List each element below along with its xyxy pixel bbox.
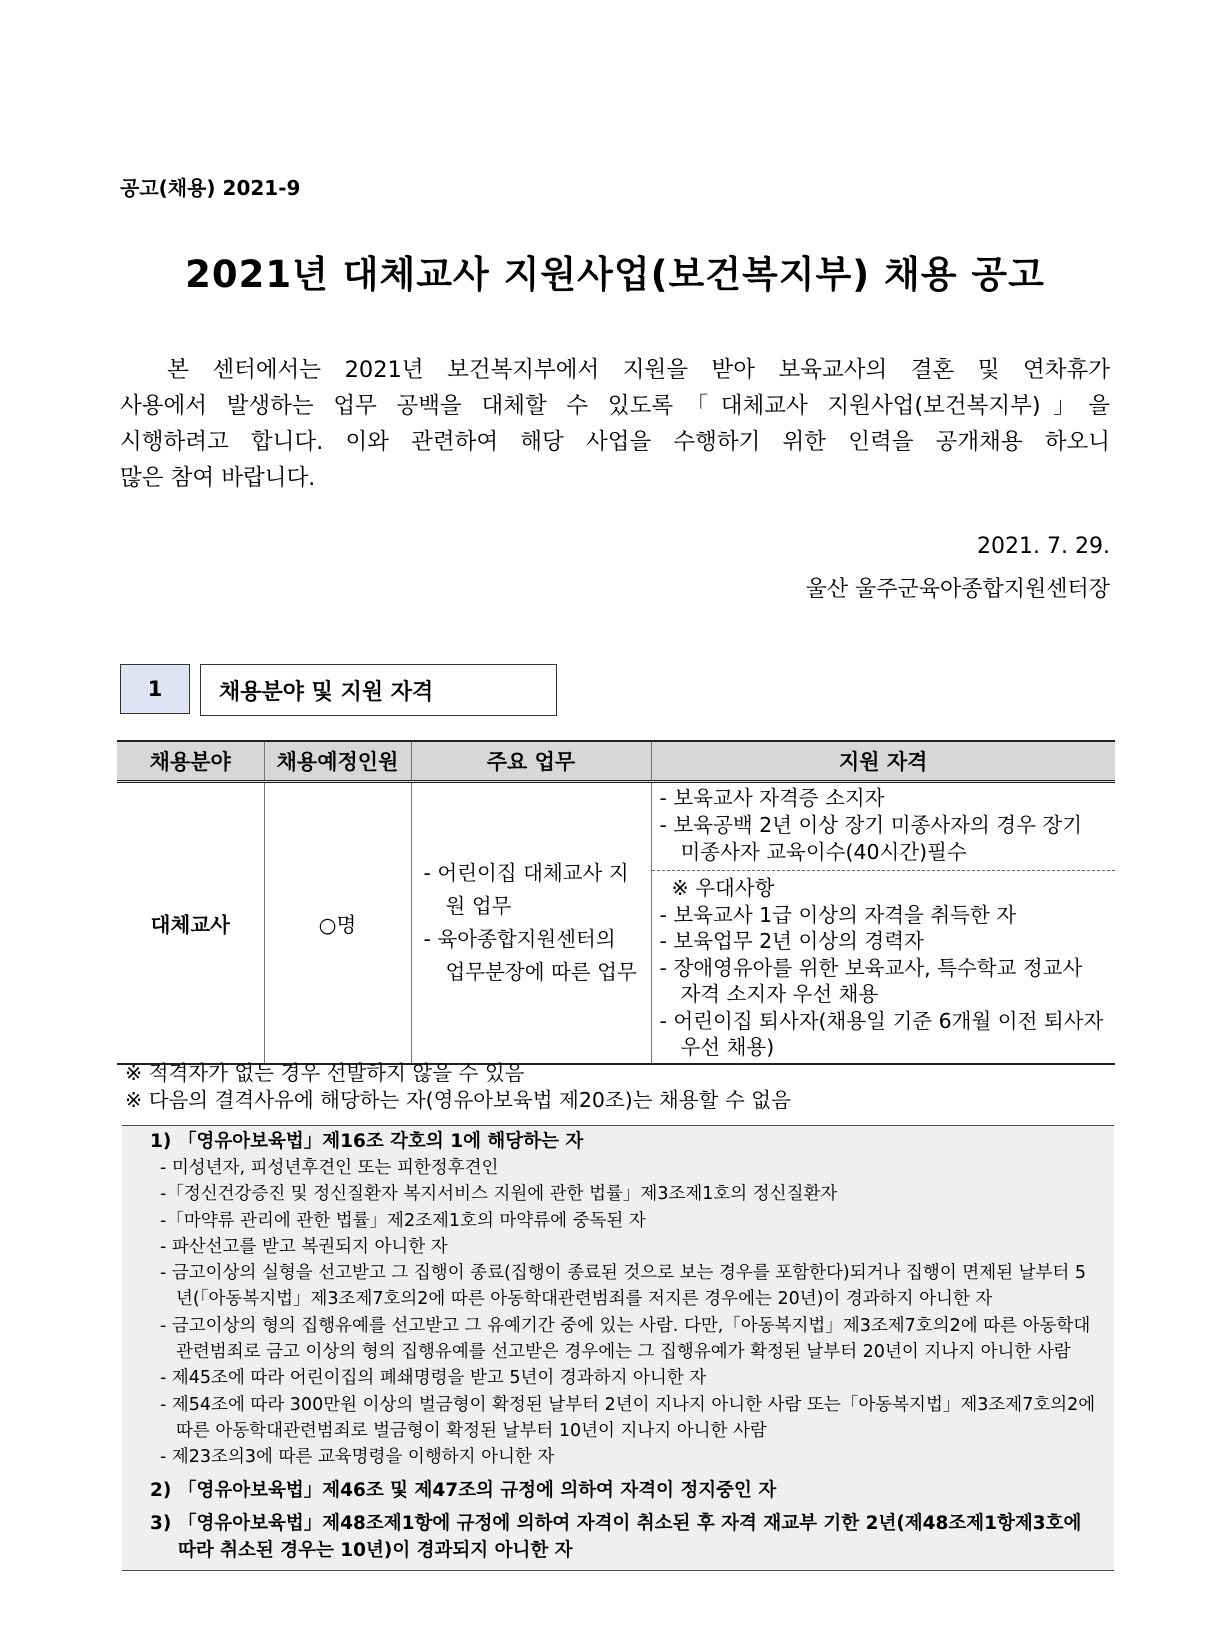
note-item: ※ 다음의 결격사유에 해당하는 자(영유아보육법 제20조)는 채용할 수 없음 — [125, 1088, 791, 1112]
qualification-item: - 보육교사 자격증 소지자 — [659, 786, 885, 810]
header-qualifications: 지원 자격 — [651, 741, 1115, 782]
cell-duties — [411, 782, 651, 1064]
intro-line: 사용에서 발생하는 업무 공백을 대체할 수 있도록「대체교사 지원사업(보건복지부)」을 — [120, 393, 1110, 419]
intro-line: 본 센터에서는 2021년 보건복지부에서 지원을 받아 보육교사의 결혼 및 연차휴가 — [120, 357, 1110, 383]
disqualification-list — [150, 1155, 1100, 1471]
duty-item: - 어린이집 대체교사 지원 업무 — [423, 860, 629, 918]
list-item: - 제23조의3에 따른 교육명령을 이행하지 아니한 자 — [160, 1447, 555, 1468]
group-title: 「영유아보육법」제46조 및 제47조의 규정에 의하여 자격이 정지중인 자 — [178, 1479, 777, 1501]
issuer-name: 울산 울주군육아종합지원센터장 — [805, 577, 1110, 602]
preference-item: - 보육업무 2년 이상의 경력자 — [659, 929, 924, 953]
qualification-requirements — [652, 783, 1116, 871]
intro-line: 많은 참여 바랍니다. — [120, 465, 316, 491]
document-title: 2021년 대체교사 지원사업(보건복지부) 채용 공고 — [185, 253, 1045, 296]
list-item: - 제45조에 따라 어린이집의 폐쇄명령을 받고 5년이 경과하지 아니한 자 — [160, 1368, 707, 1389]
list-item: - 금고이상의 실형을 선고받고 그 집행이 종료(집행이 종료된 것으로 보는 경우를 포함한다)되거나 집행이 면제된 날부터 5년(「아동복지법」제3조제7호의2에 따른 아동학대관련범죄를 저지른 경우에는 20년)이 경과하지 아니한 자 — [160, 1263, 1086, 1310]
group-number: 3) — [150, 1512, 172, 1534]
group-number: 1) — [150, 1131, 172, 1152]
notes — [125, 1060, 791, 1114]
notice-number: 공고(채용) 2021-9 — [120, 176, 301, 200]
note-item: ※ 적격자가 없는 경우 선발하지 않을 수 있음 — [125, 1061, 525, 1085]
list-item: - 파산선고를 받고 복권되지 아니한 자 — [160, 1236, 448, 1257]
list-item: -「마약류 관리에 관한 법률」제2조제1호의 마약류에 중독된 자 — [160, 1210, 646, 1231]
list-item: - 미성년자, 피성년후견인 또는 피한정후견인 — [160, 1158, 499, 1178]
table-row — [117, 782, 1115, 1064]
section-number: 1 — [120, 664, 190, 714]
cell-qualifications — [651, 782, 1115, 1064]
header-headcount: 채용예정인원 — [264, 741, 411, 782]
list-item: - 제54조에 따라 300만원 이상의 벌금형이 확정된 날부터 2년이 지나지 아니한 사람 또는「아동복지법」제3조제7호의2에 따른 아동학대관련범죄로 벌금형이 확정된 날부터 10년이 지나지 아니한 사람 — [160, 1394, 1096, 1441]
qualification-item: - 보육공백 2년 이상 장기 미종사자의 경우 장기 미종사자 교육이수(40시간)필수 — [659, 813, 1083, 864]
intro-line: 시행하려고 합니다. 이와 관련하여 해당 사업을 수행하기 위한 인력을 공개채용 하오니 — [120, 429, 1110, 455]
cell-headcount: ○명 — [264, 782, 411, 1064]
preference-item: - 장애영유아를 위한 보육교사, 특수학교 정교사 자격 소지자 우선 채용 — [659, 955, 1083, 1006]
notice-date: 2021. 7. 29. — [977, 534, 1110, 559]
disqualification-group-1 — [150, 1128, 1100, 1155]
group-number: 2) — [150, 1479, 172, 1501]
preference-item: - 어린이집 퇴사자(채용일 기준 6개월 이전 퇴사자 우선 채용) — [659, 1008, 1104, 1059]
disqualification-box — [122, 1125, 1114, 1571]
disqualification-group-2 — [150, 1477, 1100, 1504]
duty-item: - 육아종합지원센터의 업무분장에 따른 업무 — [423, 926, 637, 984]
intro-paragraph — [120, 352, 1110, 496]
table-header-row — [117, 741, 1115, 782]
preference-label: ※ 우대사항 — [671, 876, 775, 900]
recruitment-table — [117, 740, 1115, 1065]
list-item: -「정신건강증진 및 정신질환자 복지서비스 지원에 관한 법률」제3조제1호의 정신질환자 — [160, 1184, 838, 1205]
cell-field: 대체교사 — [117, 782, 264, 1064]
group-title: 「영유아보육법」제16조 각호의 1에 해당하는 자 — [178, 1131, 584, 1152]
list-item: - 금고이상의 형의 집행유예를 선고받고 그 유예기간 중에 있는 사람. 다만,「아동복지법」제3조제7호의2에 따른 아동학대관련범죄로 금고 이상의 형의 집행유예를 선고받은 경우에는 그 집행유예가 확정된 날부터 20년이 지나지 아니한 사람 — [160, 1315, 1091, 1363]
group-title: 「영유아보육법」제48조제1항에 규정에 의하여 자격이 취소된 후 자격 재교부 기한 2년(제48조제1항제3호에 따라 취소된 경우는 10년)이 경과되지 아니한 자 — [178, 1512, 1082, 1561]
header-field: 채용분야 — [117, 741, 264, 782]
preference-section — [652, 871, 1116, 1063]
section-title: 채용분야 및 지원 자격 — [200, 664, 557, 716]
disqualification-group-3 — [150, 1510, 1100, 1564]
preference-item: - 보육교사 1급 이상의 자격을 취득한 자 — [659, 902, 1017, 927]
header-duties: 주요 업무 — [411, 741, 651, 782]
